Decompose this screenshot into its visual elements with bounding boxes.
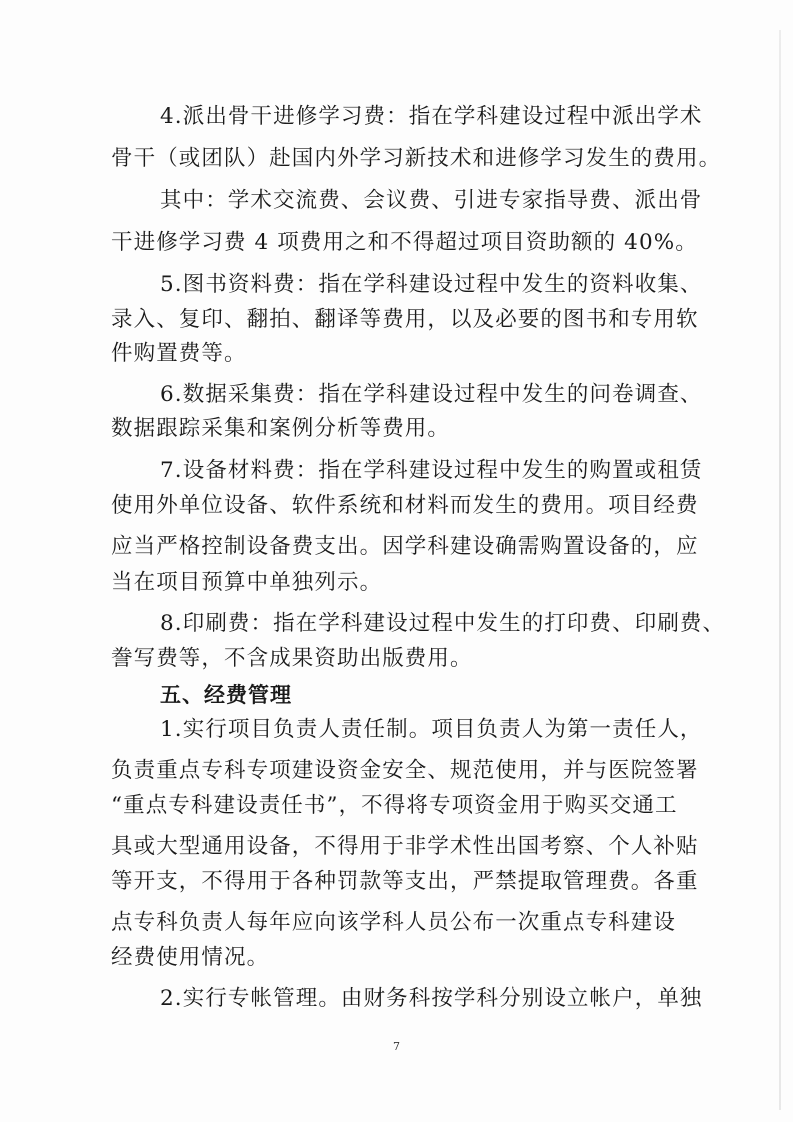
paragraph-line: 2.实行专帐管理。由财务科按学科分别设立帐户，单独	[160, 986, 703, 1011]
paragraph-line: 干进修学习费 4 项费用之和不得超过项目资助额的 40%。	[111, 230, 698, 255]
paragraph-line: 件购置费等。	[111, 341, 247, 366]
paragraph-line: 经费使用情况。	[111, 945, 270, 970]
paragraph-line: 使用外单位设备、软件系统和材料而发生的费用。项目经费	[111, 493, 699, 518]
paragraph-line: 等开支，不得用于各种罚款等支出，严禁提取管理费。各重	[111, 869, 699, 894]
paragraph-line: 5.图书资料费：指在学科建设过程中发生的资料收集、	[160, 272, 703, 297]
paragraph-line: 6.数据采集费：指在学科建设过程中发生的问卷调查、	[160, 382, 703, 407]
paragraph-line: 7.设备材料费：指在学科建设过程中发生的购置或租赁	[160, 458, 703, 483]
paragraph-line: 应当严格控制设备费支出。因学科建设确需购置设备的，应	[111, 534, 699, 559]
paragraph-line: 誊写费等，不含成果资助出版费用。	[111, 646, 473, 671]
paragraph-line: “重点专科建设责任书”，不得将专项资金用于购买交通工	[111, 793, 678, 818]
page-number: 7	[393, 1040, 400, 1053]
paragraph-line: 当在项目预算中单独列示。	[111, 570, 383, 595]
paragraph-line: 具或大型通用设备，不得用于非学术性出国考察、个人补贴	[111, 834, 699, 859]
paragraph-line: 4.派出骨干进修学习费：指在学科建设过程中派出学术	[160, 104, 703, 129]
paragraph-line: 其中：学术交流费、会议费、引进专家指导费、派出骨	[160, 188, 703, 213]
paragraph-line: 1.实行项目负责人责任制。项目负责人为第一责任人，	[160, 717, 703, 742]
paragraph-line: 骨干（或团队）赴国内外学习新技术和进修学习发生的费用。	[111, 146, 722, 171]
paragraph-line: 8.印刷费：指在学科建设过程中发生的打印费、印刷费、	[160, 611, 726, 636]
paragraph-line: 点专科负责人每年应向该学科人员公布一次重点专科建设	[111, 910, 677, 935]
scan-edge-shadow	[779, 30, 781, 1110]
section-heading: 五、经费管理	[160, 683, 292, 707]
paragraph-line: 负责重点专科专项建设资金安全、规范使用，并与医院签署	[111, 758, 699, 783]
paragraph-line: 录入、复印、翻拍、翻译等费用，以及必要的图书和专用软	[111, 307, 699, 332]
paragraph-line: 数据跟踪采集和案例分析等费用。	[111, 416, 451, 441]
